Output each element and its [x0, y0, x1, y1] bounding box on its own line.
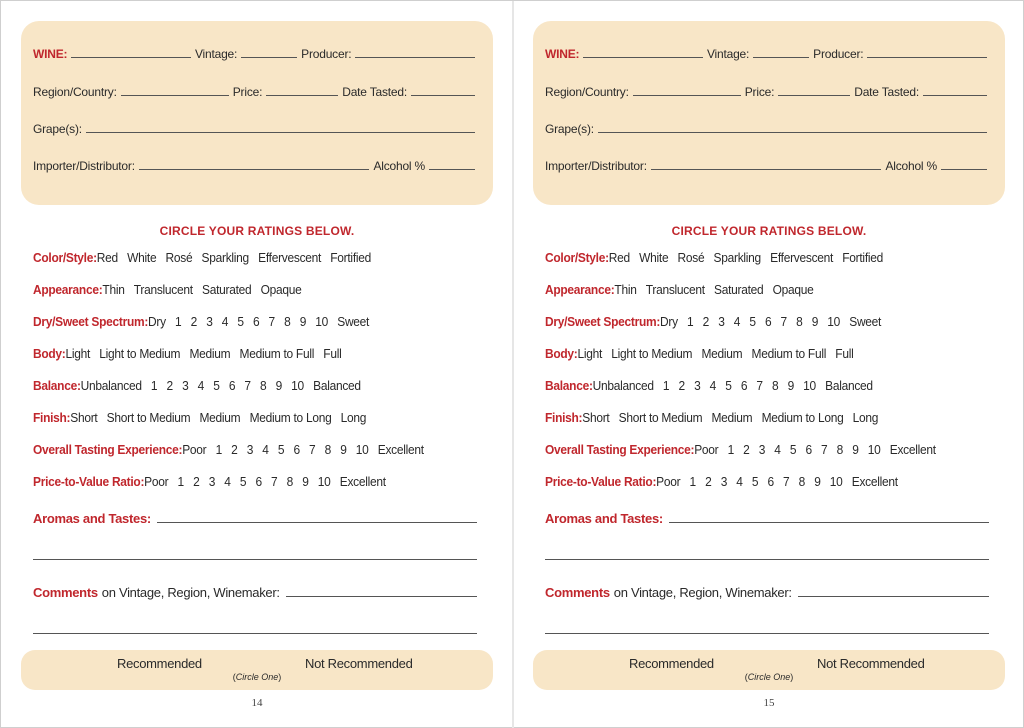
rating-option[interactable]: Effervescent	[258, 250, 322, 265]
rating-label: Finish:	[33, 410, 71, 425]
rating-option[interactable]: 4	[221, 314, 229, 329]
rating-row-overall-tasting-experience	[33, 442, 433, 457]
rating-option[interactable]: Full	[323, 346, 342, 361]
region-field[interactable]	[633, 95, 741, 96]
rating-option[interactable]: 7	[756, 378, 763, 393]
rating-option[interactable]: Balanced	[825, 378, 873, 393]
rating-option[interactable]: Full	[835, 346, 854, 361]
rating-option[interactable]: 8	[798, 474, 806, 489]
rating-option[interactable]: 2	[166, 378, 173, 393]
rating-option[interactable]: 9	[275, 378, 282, 393]
rating-option[interactable]: 1	[727, 442, 734, 457]
rating-option[interactable]: Excellent	[889, 442, 936, 457]
rating-option[interactable]: Translucent	[133, 282, 193, 297]
rating-option[interactable]: 2	[743, 442, 750, 457]
rating-option[interactable]: 1	[662, 378, 670, 393]
rating-row-color-style	[33, 250, 380, 265]
rating-option[interactable]: Excellent	[339, 474, 386, 489]
rating-row-dry-sweet-spectrum	[33, 314, 378, 329]
rating-option[interactable]: 6	[293, 442, 300, 457]
grape-row	[545, 122, 991, 136]
date-tasted-label: Date Tasted:	[342, 85, 407, 99]
not-recommended-option[interactable]: Not Recommended	[817, 656, 925, 671]
rating-option[interactable]: Medium to Full	[239, 346, 315, 361]
rating-option[interactable]: Red	[608, 250, 630, 265]
rating-option[interactable]: Red	[96, 250, 118, 265]
wine-label: WINE:	[33, 47, 68, 61]
recommended-option[interactable]: Recommended	[117, 656, 202, 671]
rating-label: Appearance:	[545, 282, 615, 297]
rating-option[interactable]: Short to Medium	[106, 410, 191, 425]
rating-option[interactable]: 4	[736, 474, 743, 489]
rating-option[interactable]: Sweet	[337, 314, 370, 329]
rating-option[interactable]: Light to Medium	[99, 346, 181, 361]
rating-option[interactable]: Short	[70, 410, 98, 425]
rating-option[interactable]: 7	[309, 442, 316, 457]
grape-label: Grape(s):	[33, 122, 82, 136]
price-label: Price:	[232, 85, 263, 99]
recommendation-panel	[21, 650, 493, 690]
rating-option[interactable]: 2	[705, 474, 712, 489]
grape-field[interactable]	[86, 132, 475, 133]
rating-option[interactable]: 10	[803, 378, 816, 393]
rating-option[interactable]: 5	[237, 314, 244, 329]
rating-option[interactable]: 2	[678, 378, 685, 393]
rating-option[interactable]: 10	[867, 442, 881, 457]
alcohol-field[interactable]	[941, 169, 987, 170]
rating-option[interactable]: Long	[852, 410, 879, 425]
rating-option[interactable]: Poor	[694, 442, 719, 457]
region-field[interactable]	[121, 95, 229, 96]
rating-option[interactable]: Medium	[701, 346, 743, 361]
rating-option[interactable]: Excellent	[377, 442, 424, 457]
rating-option[interactable]: 1	[150, 378, 158, 393]
rating-option[interactable]: 5	[239, 474, 247, 489]
rating-option[interactable]: 3	[182, 378, 189, 393]
page-number: 14	[251, 697, 263, 709]
comments-field[interactable]	[798, 596, 989, 597]
rating-option[interactable]: 3	[694, 378, 701, 393]
circle-one-text: Circle One	[747, 672, 791, 682]
wine-row	[545, 47, 991, 61]
aromas-label: Aromas and Tastes:	[545, 511, 663, 526]
region-label: Region/Country:	[545, 85, 629, 99]
vintage-label: Vintage:	[706, 47, 750, 61]
rating-option[interactable]: 2	[702, 314, 710, 329]
importer-label: Importer/Distributor:	[545, 159, 647, 173]
vintage-label: Vintage:	[194, 47, 238, 61]
rating-option[interactable]: 1	[687, 314, 694, 329]
rating-option[interactable]: 1	[175, 314, 182, 329]
producer-label: Producer:	[301, 47, 352, 61]
rating-option[interactable]: 8	[284, 314, 291, 329]
rating-label: Appearance:	[33, 282, 103, 297]
rating-option[interactable]: 4	[224, 474, 231, 489]
recommended-option[interactable]: Recommended	[629, 656, 714, 671]
rating-option[interactable]: 5	[725, 378, 732, 393]
wine-info-panel	[21, 21, 493, 205]
rating-option[interactable]: 10	[317, 474, 331, 489]
rating-option[interactable]: 5	[789, 442, 797, 457]
rating-row-finish	[545, 410, 887, 425]
vintage-field[interactable]	[753, 57, 809, 58]
rating-row-price-to-value-ratio	[545, 474, 907, 489]
aromas-field[interactable]	[157, 522, 477, 523]
wine-info-panel	[533, 21, 1005, 205]
circle-ratings-title: CIRCLE YOUR RATINGS BELOW.	[671, 224, 867, 238]
comments-label: Comments	[545, 585, 610, 600]
rating-option[interactable]: Fortified	[330, 250, 371, 265]
producer-field[interactable]	[867, 57, 987, 58]
grape-row	[33, 122, 479, 136]
rating-option[interactable]: 4	[262, 442, 269, 457]
rating-option[interactable]: 5	[749, 314, 756, 329]
date-tasted-field[interactable]	[923, 95, 987, 96]
rating-label: Overall Tasting Experience:	[33, 442, 183, 457]
importer-field[interactable]	[651, 169, 882, 170]
rating-option[interactable]: Poor	[656, 474, 681, 489]
wine-label: WINE:	[545, 47, 580, 61]
rating-label: Price-to-Value Ratio:	[33, 474, 145, 489]
rating-option[interactable]: Short to Medium	[618, 410, 703, 425]
rating-option[interactable]: 7	[821, 442, 828, 457]
rating-option[interactable]: Medium to Long	[249, 410, 332, 425]
rating-option[interactable]: Medium to Long	[761, 410, 844, 425]
rating-option[interactable]: Medium	[199, 410, 241, 425]
rating-option[interactable]: 10	[315, 314, 329, 329]
date-tasted-field[interactable]	[411, 95, 475, 96]
rating-option[interactable]: 8	[324, 442, 332, 457]
rating-option[interactable]: Saturated	[713, 282, 764, 297]
rating-option[interactable]: 6	[767, 474, 774, 489]
rating-label: Price-to-Value Ratio:	[545, 474, 657, 489]
rating-option[interactable]: 5	[751, 474, 759, 489]
rating-option[interactable]: 9	[302, 474, 309, 489]
rating-option[interactable]: 4	[197, 378, 205, 393]
rating-option[interactable]: Sparkling	[201, 250, 249, 265]
comments-extra-line[interactable]	[545, 633, 989, 634]
price-label: Price:	[744, 85, 775, 99]
rating-option[interactable]: 10	[829, 474, 843, 489]
rating-row-finish	[33, 410, 375, 425]
page-number: 15	[763, 697, 775, 709]
rating-row-dry-sweet-spectrum	[545, 314, 890, 329]
wine-field[interactable]	[71, 57, 191, 58]
comments-row	[33, 585, 477, 600]
rating-option[interactable]: Short	[582, 410, 610, 425]
rating-option[interactable]: 1	[689, 474, 696, 489]
rating-label: Balance:	[545, 378, 593, 393]
rating-option[interactable]: Sweet	[849, 314, 882, 329]
rating-option[interactable]: 3	[208, 474, 216, 489]
rating-option[interactable]: Medium	[711, 410, 753, 425]
rating-option[interactable]: 9	[852, 442, 859, 457]
rating-option[interactable]: 7	[780, 314, 787, 329]
rating-option[interactable]: 9	[811, 314, 819, 329]
rating-row-price-to-value-ratio	[33, 474, 395, 489]
rating-option[interactable]: 7	[268, 314, 275, 329]
rating-row-balance	[545, 378, 882, 393]
rating-option[interactable]: Medium to Full	[751, 346, 827, 361]
rating-option[interactable]: 6	[805, 442, 812, 457]
region-row	[545, 85, 991, 99]
rating-option[interactable]: Sparkling	[713, 250, 761, 265]
rating-option[interactable]: 2	[193, 474, 200, 489]
rating-option[interactable]: 9	[340, 442, 347, 457]
rating-option[interactable]: 4	[733, 314, 741, 329]
comments-suffix: on Vintage, Region, Winemaker:	[613, 585, 792, 600]
rating-option[interactable]: Balanced	[313, 378, 361, 393]
rating-option[interactable]: White	[127, 250, 157, 265]
rating-option[interactable]: Light to Medium	[611, 346, 693, 361]
rating-option[interactable]: 3	[720, 474, 728, 489]
comments-extra-line[interactable]	[33, 633, 477, 634]
not-recommended-option[interactable]: Not Recommended	[305, 656, 413, 671]
aromas-extra-line[interactable]	[545, 559, 989, 560]
comments-row	[545, 585, 989, 600]
rating-option[interactable]: Light	[65, 346, 91, 361]
rating-label: Dry/Sweet Spectrum:	[33, 314, 149, 329]
aromas-row	[545, 511, 989, 526]
rating-option[interactable]: Effervescent	[770, 250, 834, 265]
producer-label: Producer:	[813, 47, 864, 61]
page-right	[513, 1, 1024, 728]
rating-option[interactable]: Poor	[144, 474, 169, 489]
rating-option[interactable]: 8	[836, 442, 844, 457]
rating-option[interactable]: 5	[213, 378, 220, 393]
wine-field[interactable]	[583, 57, 703, 58]
rating-option[interactable]: 6	[228, 378, 236, 393]
date-tasted-label: Date Tasted:	[854, 85, 919, 99]
rating-option[interactable]: 8	[796, 314, 803, 329]
rating-option[interactable]: 3	[246, 442, 254, 457]
rating-label: Dry/Sweet Spectrum:	[545, 314, 661, 329]
rating-row-appearance	[545, 282, 823, 297]
rating-option[interactable]: Rosé	[165, 250, 193, 265]
rating-option[interactable]: 4	[709, 378, 717, 393]
circle-ratings-title: CIRCLE YOUR RATINGS BELOW.	[159, 224, 355, 238]
rating-option[interactable]: Fortified	[842, 250, 883, 265]
rating-row-appearance	[33, 282, 311, 297]
aromas-label: Aromas and Tastes:	[33, 511, 151, 526]
rating-label: Body:	[33, 346, 66, 361]
rating-option[interactable]: 1	[215, 442, 222, 457]
rating-option[interactable]: 9	[787, 378, 794, 393]
importer-field[interactable]	[139, 169, 370, 170]
rating-option[interactable]: 8	[772, 378, 779, 393]
rating-label: Balance:	[33, 378, 81, 393]
importer-row	[33, 159, 479, 173]
rating-row-body	[33, 346, 351, 361]
rating-option[interactable]: 6	[740, 378, 748, 393]
region-row	[33, 85, 479, 99]
wine-row	[33, 47, 479, 61]
rating-row-body	[545, 346, 863, 361]
region-label: Region/Country:	[33, 85, 117, 99]
rating-option[interactable]: 10	[827, 314, 841, 329]
rating-row-color-style	[545, 250, 892, 265]
rating-option[interactable]: Unbalanced	[592, 378, 654, 393]
comments-field[interactable]	[286, 596, 477, 597]
rating-option[interactable]: 6	[252, 314, 260, 329]
rating-option[interactable]: Medium	[189, 346, 231, 361]
rating-option[interactable]: Thin	[614, 282, 637, 297]
price-field[interactable]	[266, 95, 338, 96]
rating-option[interactable]: 3	[758, 442, 766, 457]
producer-field[interactable]	[355, 57, 475, 58]
alcohol-label: Alcohol %	[373, 159, 425, 173]
grape-field[interactable]	[598, 132, 987, 133]
rating-option[interactable]: 3	[718, 314, 725, 329]
rating-option[interactable]: Dry	[148, 314, 166, 329]
alcohol-label: Alcohol %	[885, 159, 937, 173]
rating-option[interactable]: Saturated	[201, 282, 252, 297]
rating-option[interactable]: Poor	[182, 442, 207, 457]
rating-option[interactable]: Translucent	[645, 282, 705, 297]
rating-option[interactable]: Rosé	[677, 250, 705, 265]
rating-row-overall-tasting-experience	[545, 442, 945, 457]
rating-option[interactable]: 2	[190, 314, 198, 329]
rating-option[interactable]: 5	[277, 442, 285, 457]
rating-option[interactable]: Light	[577, 346, 603, 361]
rating-row-balance	[33, 378, 370, 393]
rating-option[interactable]: 8	[286, 474, 294, 489]
rating-option[interactable]: Thin	[102, 282, 125, 297]
rating-option[interactable]: 9	[299, 314, 307, 329]
vintage-field[interactable]	[241, 57, 297, 58]
circle-one-text: Circle One	[235, 672, 279, 682]
rating-option[interactable]: Long	[340, 410, 367, 425]
rating-option[interactable]: Opaque	[260, 282, 302, 297]
rating-option[interactable]: 10	[291, 378, 304, 393]
aromas-extra-line[interactable]	[33, 559, 477, 560]
rating-option[interactable]: 7	[783, 474, 790, 489]
rating-label: Color/Style:	[545, 250, 609, 265]
rating-option[interactable]: 7	[244, 378, 251, 393]
rating-option[interactable]: 6	[255, 474, 262, 489]
aromas-field[interactable]	[669, 522, 989, 523]
rating-option[interactable]: 7	[271, 474, 278, 489]
rating-label: Color/Style:	[33, 250, 97, 265]
rating-option[interactable]: 10	[355, 442, 369, 457]
page-left	[1, 1, 513, 728]
alcohol-field[interactable]	[429, 169, 475, 170]
rating-option[interactable]: 3	[206, 314, 213, 329]
rating-option[interactable]: Opaque	[772, 282, 814, 297]
rating-label: Overall Tasting Experience:	[545, 442, 695, 457]
aromas-row	[33, 511, 477, 526]
rating-option[interactable]: 8	[260, 378, 267, 393]
grape-label: Grape(s):	[545, 122, 594, 136]
circle-one-note: (Circle One)	[232, 672, 282, 682]
rating-option[interactable]: White	[639, 250, 669, 265]
price-field[interactable]	[778, 95, 850, 96]
comments-suffix: on Vintage, Region, Winemaker:	[101, 585, 280, 600]
rating-option[interactable]: Dry	[660, 314, 678, 329]
rating-option[interactable]: 6	[764, 314, 772, 329]
circle-one-note: (Circle One)	[744, 672, 794, 682]
rating-option[interactable]: Excellent	[851, 474, 898, 489]
rating-option[interactable]: 1	[177, 474, 184, 489]
rating-label: Body:	[545, 346, 578, 361]
rating-label: Finish:	[545, 410, 583, 425]
recommendation-panel	[533, 650, 1005, 690]
rating-option[interactable]: Unbalanced	[80, 378, 142, 393]
rating-option[interactable]: 2	[231, 442, 238, 457]
importer-label: Importer/Distributor:	[33, 159, 135, 173]
rating-option[interactable]: 9	[814, 474, 821, 489]
importer-row	[545, 159, 991, 173]
comments-label: Comments	[33, 585, 98, 600]
rating-option[interactable]: 4	[774, 442, 781, 457]
